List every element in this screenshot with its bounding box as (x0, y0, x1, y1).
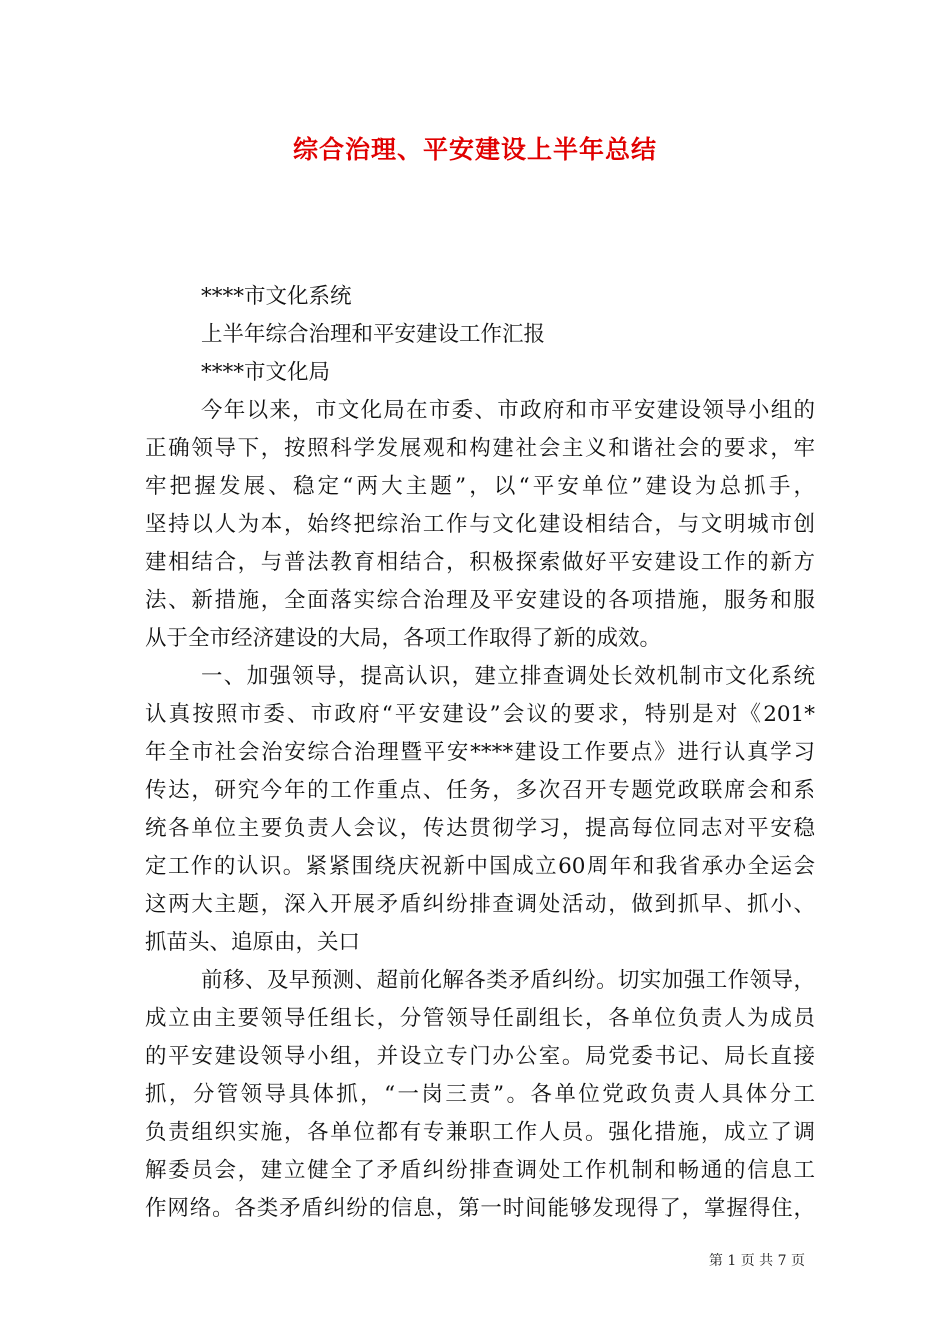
text-line: 这两大主题，深入开展矛盾纠纷排查调处活动，做到抓早、抓小、 (145, 892, 815, 917)
text-line: 法、新措施，全面落实综合治理及平安建设的各项措施，服务和服 (145, 588, 815, 613)
text-line: 认真按照市委、市政府“平安建设”会议的要求，特别是对《201* (145, 702, 815, 727)
text-line: 牢把握发展、稳定“两大主题”，以“平安单位”建设为总抓手， (145, 474, 815, 499)
text-line: 一、加强领导，提高认识，建立排查调处长效机制市文化系统 (201, 664, 815, 689)
text-line: 前移、及早预测、超前化解各类矛盾纠纷。切实加强工作领导， (201, 968, 815, 993)
text-line: 的平安建设领导小组，并设立专门办公室。局党委书记、局长直接 (145, 1044, 815, 1069)
document-body (145, 278, 815, 1228)
text-line: 负责组织实施，各单位都有专兼职工作人员。强化措施，成立了调 (145, 1120, 815, 1145)
header-line-org: ****市文化系统 (201, 284, 352, 309)
paragraph-1 (145, 392, 815, 658)
text-line: 正确领导下，按照科学发展观和构建社会主义和谐社会的要求，牢 (145, 436, 815, 461)
text-line: 抓苗头、追原由，关口 (145, 930, 361, 955)
text-line: 解委员会，建立健全了矛盾纠纷排查调处工作机制和畅通的信息工 (145, 1158, 815, 1183)
text-line: 今年以来，市文化局在市委、市政府和市平安建设领导小组的 (201, 398, 815, 423)
page-title: 综合治理、平安建设上半年总结 (292, 135, 657, 164)
text-line: 坚持以人为本，始终把综治工作与文化建设相结合，与文明城市创 (145, 512, 815, 537)
page-number: 第 1 页 共 7 页 (708, 1253, 805, 1269)
text-line: 建相结合，与普法教育相结合，积极探索做好平安建设工作的新方 (145, 550, 815, 575)
text-line: 作网络。各类矛盾纠纷的信息，第一时间能够发现得了，掌握得住， (145, 1196, 815, 1221)
paragraph-3 (145, 962, 815, 1228)
header-line-report: 上半年综合治理和平安建设工作汇报 (201, 322, 546, 347)
text-line: 成立由主要领导任组长，分管领导任副组长，各单位负责人为成员 (145, 1006, 815, 1031)
text-line: 从于全市经济建设的大局，各项工作取得了新的成效。 (145, 626, 662, 651)
header-line-bureau: ****市文化局 (201, 360, 331, 385)
paragraph-2 (145, 658, 815, 962)
text-line: 年全市社会治安综合治理暨平安****建设工作要点》进行认真学习 (145, 740, 815, 765)
text-line: 定工作的认识。紧紧围绕庆祝新中国成立60周年和我省承办全运会 (145, 854, 815, 879)
text-line: 传达，研究今年的工作重点、任务，多次召开专题党政联席会和系 (145, 778, 815, 803)
text-line: 统各单位主要负责人会议，传达贯彻学习，提高每位同志对平安稳 (145, 816, 815, 841)
text-line: 抓，分管领导具体抓，“一岗三责”。各单位党政负责人具体分工 (145, 1082, 815, 1107)
